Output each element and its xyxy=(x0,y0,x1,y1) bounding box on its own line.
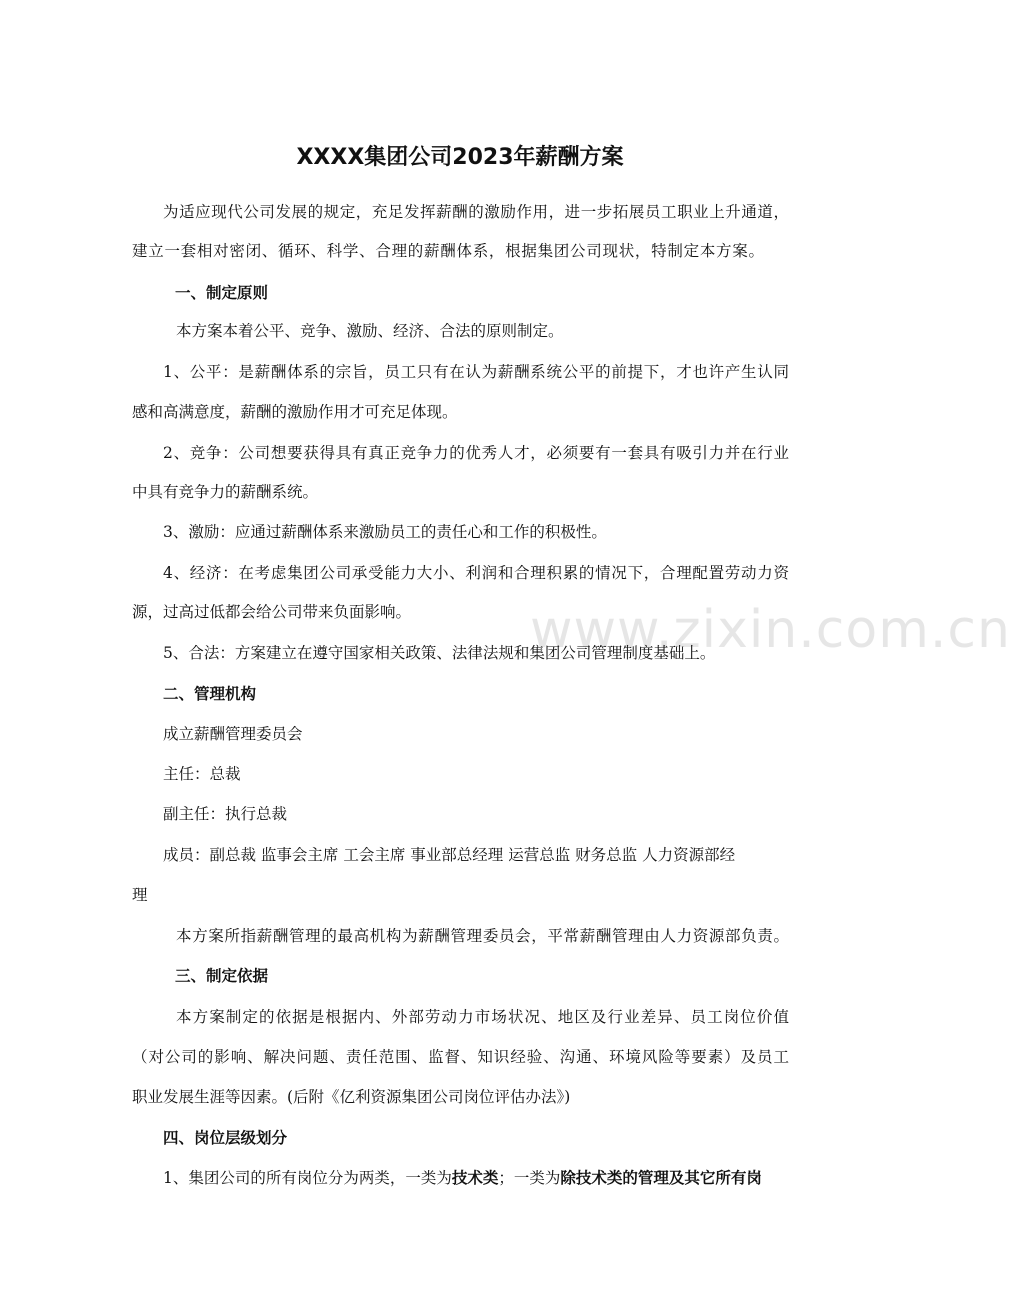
section-heading-1: 一、制定原则 xyxy=(175,283,269,302)
levels-text-a: 1、集团公司的所有岗位分为两类，一类为 xyxy=(163,1169,452,1187)
principle-4-line-1: 4、经济：在考虑集团公司承受能力大小、利润和合理积累的情况下，合理配置劳动力资 xyxy=(163,564,789,582)
levels-line-1 xyxy=(163,1168,762,1188)
watermark: www.zixin.com.cn xyxy=(530,600,1011,660)
principle-1-line-2: 感和高满意度，薪酬的激励作用才可充足体现。 xyxy=(132,403,458,421)
org-authority: 本方案所指薪酬管理的最高机构为薪酬管理委员会，平常薪酬管理由人力资源部负责。 xyxy=(176,927,789,945)
levels-other-category: 除技术类的管理及其它所有岗 xyxy=(560,1168,762,1187)
basis-line-3: 职业发展生涯等因素。(后附《亿利资源集团公司岗位评估办法》) xyxy=(132,1088,571,1106)
principle-1-line-1: 1、公平：是薪酬体系的宗旨，员工只有在认为薪酬系统公平的前提下，才也许产生认同 xyxy=(163,363,789,381)
section-heading-4: 四、岗位层级划分 xyxy=(163,1128,288,1147)
principle-summary: 本方案本着公平、竞争、激励、经济、合法的原则制定。 xyxy=(176,322,564,340)
levels-tech-category: 技术类 xyxy=(451,1168,499,1187)
principle-2-line-2: 中具有竞争力的薪酬系统。 xyxy=(132,483,319,501)
section-heading-2: 二、管理机构 xyxy=(163,684,257,703)
levels-text-c: ；一类为 xyxy=(498,1169,561,1187)
principle-4-line-2: 源，过高过低都会给公司带来负面影响。 xyxy=(132,603,412,621)
intro-line-2: 建立一套相对密闭、循环、科学、合理的薪酬体系，根据集团公司现状，特制定本方案。 xyxy=(132,242,764,260)
principle-5: 5、合法：方案建立在遵守国家相关政策、法律法规和集团公司管理制度基础上。 xyxy=(163,644,716,662)
basis-line-1: 本方案制定的依据是根据内、外部劳动力市场状况、地区及行业差异、员工岗位价值 xyxy=(176,1008,789,1026)
org-director: 主任：总裁 xyxy=(163,765,241,783)
section-heading-3: 三、制定依据 xyxy=(175,966,269,985)
intro-line-1: 为适应现代公司发展的规定，充足发挥薪酬的激励作用，进一步拓展员工职业上升通道， xyxy=(163,203,789,221)
document-title: XXXX集团公司2023年薪酬方案 xyxy=(296,145,624,170)
basis-line-2: （对公司的影响、解决问题、责任范围、监督、知识经验、沟通、环境风险等要素）及员工 xyxy=(132,1048,789,1066)
org-members-line-1: 成员：副总裁 监事会主席 工会主席 事业部总经理 运营总监 财务总监 人力资源部经 xyxy=(163,846,736,864)
principle-3: 3、激励：应通过薪酬体系来激励员工的责任心和工作的积极性。 xyxy=(163,523,607,541)
org-committee: 成立薪酬管理委员会 xyxy=(163,725,303,743)
org-vice-director: 副主任：执行总裁 xyxy=(163,805,288,823)
org-members-line-2: 理 xyxy=(132,886,148,904)
principle-2-line-1: 2、竞争：公司想要获得具有真正竞争力的优秀人才，必须要有一套具有吸引力并在行业 xyxy=(163,444,789,462)
